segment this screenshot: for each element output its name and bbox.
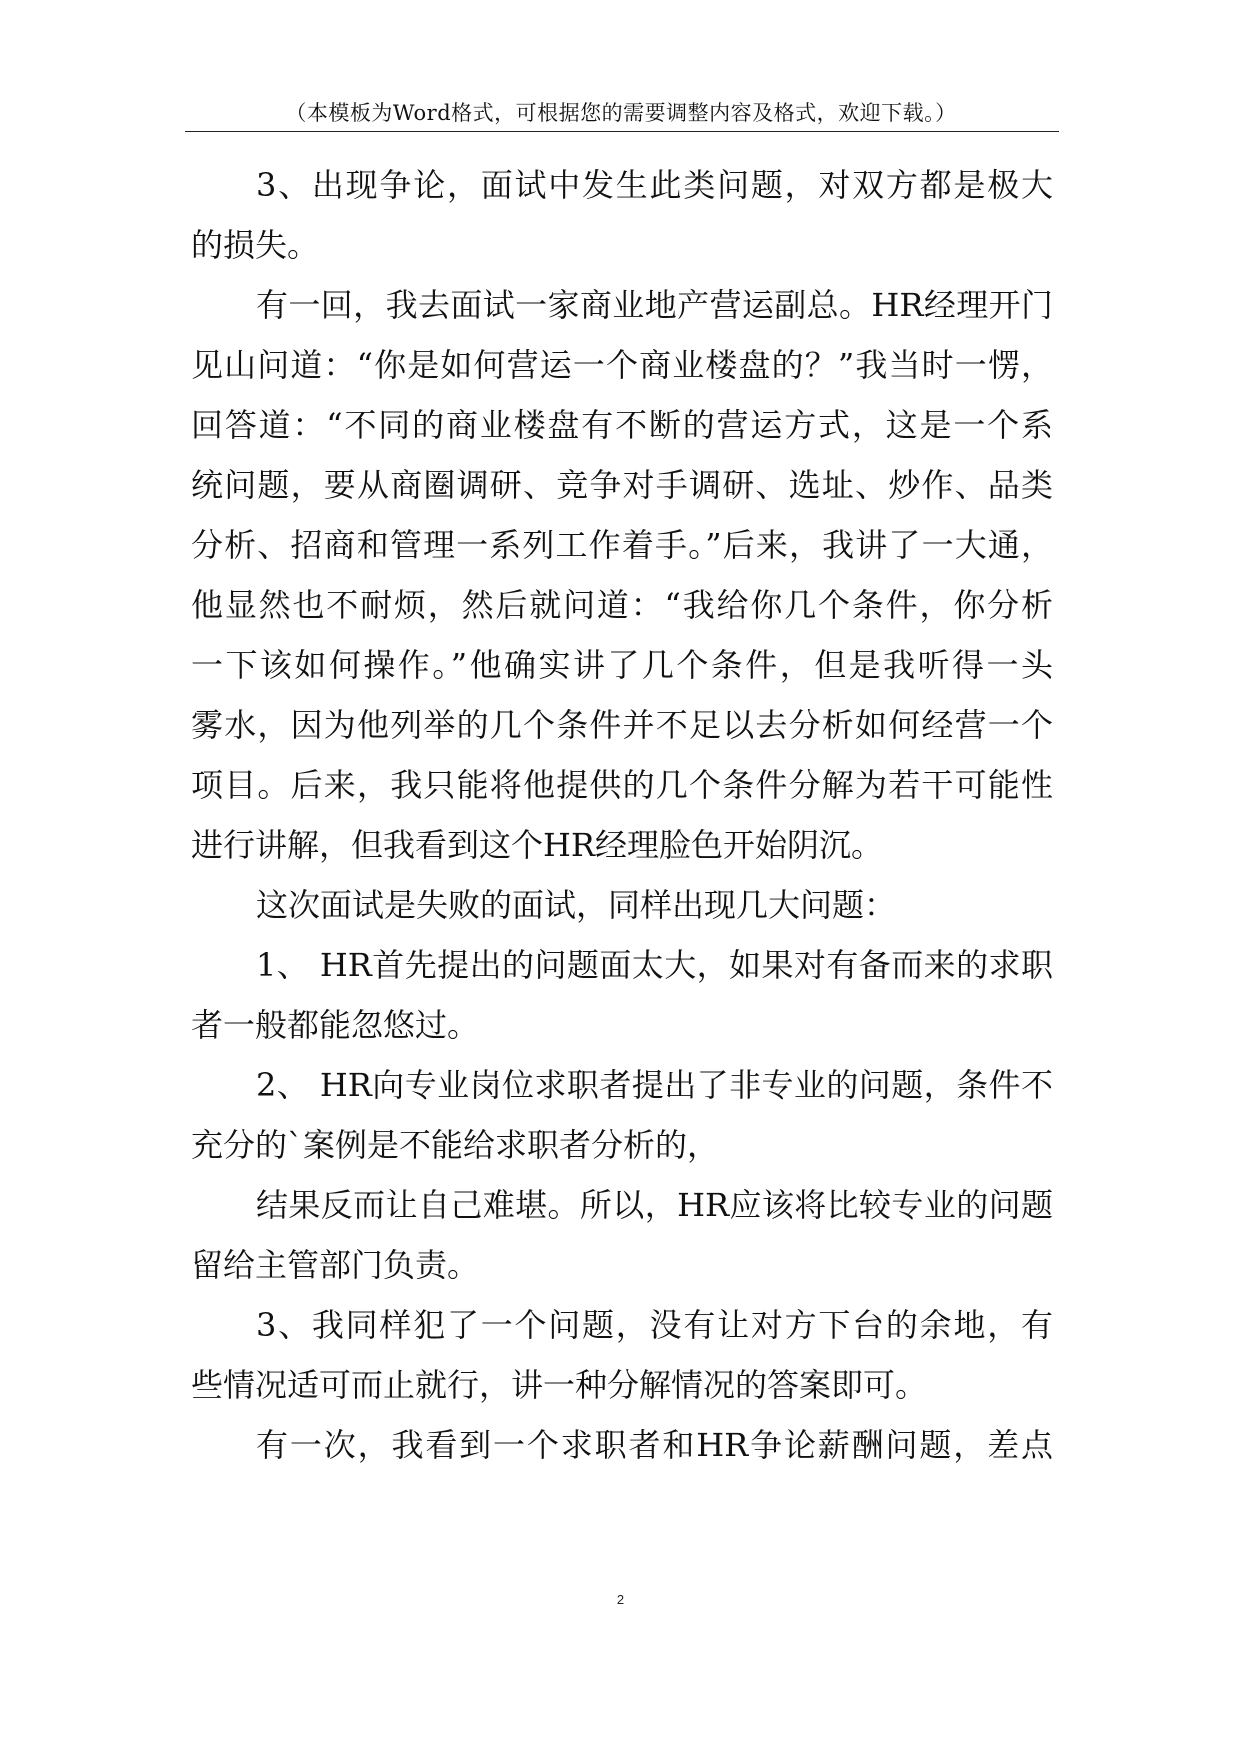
body-text [191, 155, 1053, 1475]
text-line: 留给主管部门负责。 [191, 1246, 480, 1284]
text-line: 3、我同样犯了一个问题，没有让对方下台的余地，有 [256, 1306, 1053, 1344]
text-line: 进行讲解，但我看到这个HR经理脸色开始阴沉。 [191, 826, 884, 864]
text-line: 一下该如何操作。”他确实讲了几个条件，但是我听得一头 [191, 646, 1053, 684]
page-number: 2 [616, 1592, 625, 1607]
text-line: 回答道：“不同的商业楼盘有不断的营运方式，这是一个系 [191, 406, 1053, 444]
text-line: 3、出现争论，面试中发生此类问题，对双方都是极大 [256, 166, 1053, 204]
text-line: 见山问道：“你是如何营运一个商业楼盘的？”我当时一愣， [191, 346, 1053, 384]
text-line: 统问题，要从商圈调研、竞争对手调研、选址、炒作、品类 [191, 466, 1053, 504]
text-line: 项目。后来，我只能将他提供的几个条件分解为若干可能性 [191, 766, 1053, 804]
text-line: 的损失。 [191, 226, 320, 264]
text-line: 者一般都能忽悠过。 [191, 1006, 480, 1044]
header-divider [185, 131, 1059, 132]
text-line: 充分的`案例是不能给求职者分析的， [191, 1126, 720, 1164]
text-line: 1、 HR首先提出的问题面太大，如果对有备而来的求职 [256, 946, 1053, 984]
header-note: （本模板为Word格式，可根据您的需要调整内容及格式，欢迎下载。） [285, 101, 957, 125]
text-line: 有一次，我看到一个求职者和HR争论薪酬问题，差点 [256, 1426, 1053, 1464]
text-line: 这次面试是失败的面试，同样出现几大问题： [256, 886, 897, 924]
text-line: 他显然也不耐烦，然后就问道：“我给你几个条件，你分析 [191, 586, 1053, 624]
text-line: 些情况适可而止就行，讲一种分解情况的答案即可。 [191, 1366, 928, 1404]
text-line: 有一回，我去面试一家商业地产营运副总。HR经理开门 [256, 286, 1053, 324]
text-line: 雾水，因为他列举的几个条件并不足以去分析如何经营一个 [191, 706, 1053, 744]
text-line: 2、 HR向专业岗位求职者提出了非专业的问题，条件不 [256, 1066, 1053, 1104]
text-line: 结果反而让自己难堪。所以，HR应该将比较专业的问题 [256, 1186, 1053, 1224]
text-line: 分析、招商和管理一系列工作着手。”后来，我讲了一大通， [191, 526, 1053, 564]
